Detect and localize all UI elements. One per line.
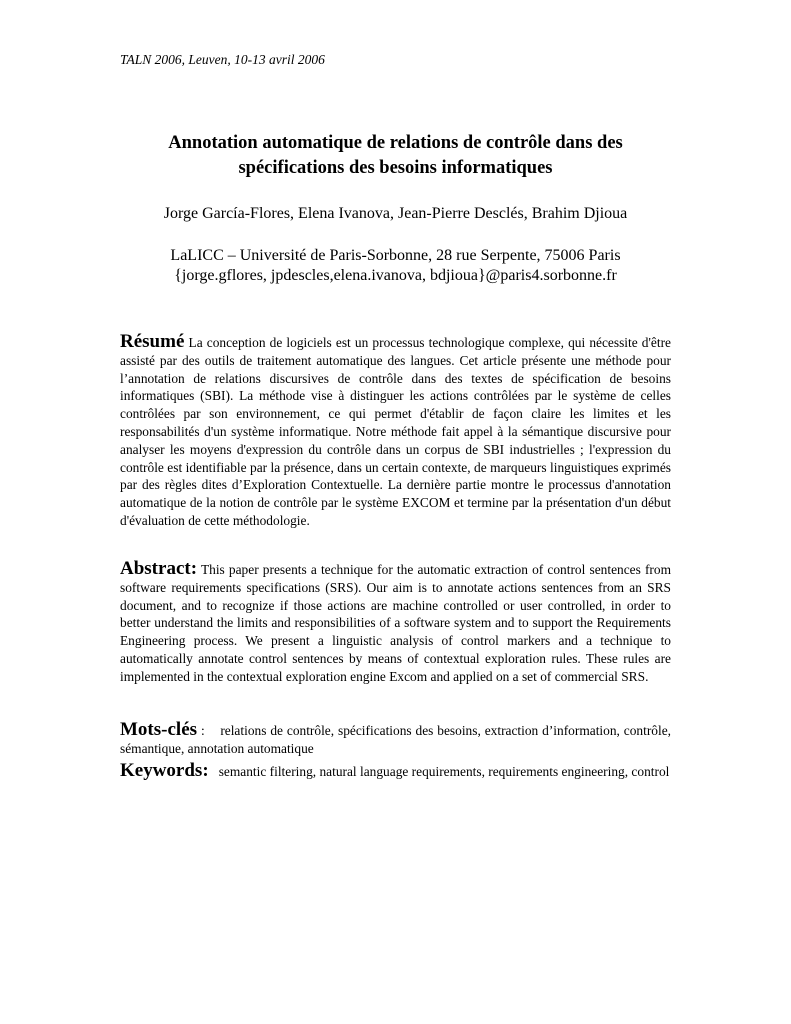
- motscles-label: Mots-clés: [120, 719, 198, 740]
- conference-header: TALN 2006, Leuven, 10-13 avril 2006: [120, 52, 325, 67]
- resume-text: La conception de logiciels est un processus technologique complexe, qui nécessite d'être assisté par des outils de traitement automatique des langues. Cet article présente une méthode pour l’annotation de relations discursives de contrôle dans des textes de spécification de besoins informatiques (SBI). La méthode vise à distinguer les actions contrôlées par le système de celles contrôlées par son environnement, ce qui permet d'établir de façon claire les limites et les responsabilités d'un système informatique. Notre méthode fait appel à la sémantique discursive pour analyser les moyens d'expression du contrôle dans un corpus de SBI industrielles ; l'expression du contrôle est identifiable par la présence, dans un certain contexte, de marqueurs linguistiques exprimés par des règles dites d’Exploration Contextuelle. La dernière partie montre le processus d'annotation automatique de la notion de contrôle par le système EXCOM et termine par la présentation d'un début d'évaluation de cette méthodologie.: [120, 335, 671, 528]
- keywords-section: [120, 762, 671, 781]
- affiliation-address: LaLICC – Université de Paris-Sorbonne, 28 rue Serpente, 75006 Paris: [170, 247, 621, 264]
- paper-title-line-1: Annotation automatique de relations de contrôle dans des: [168, 133, 623, 153]
- author-list: Jorge García-Flores, Elena Ivanova, Jean-Pierre Desclés, Brahim Djioua: [163, 205, 628, 222]
- keywords-text: semantic filtering, natural language requirements, requirements engineering, control: [218, 764, 670, 779]
- motscles-text: relations de contrôle, spécifications des besoins, extraction d’information, contrôle, sémantique, annotation automatique: [120, 723, 672, 756]
- affiliation-block: [120, 246, 671, 286]
- paper-title-line-2: spécifications des besoins informatiques: [238, 158, 553, 178]
- abstract-text: This paper presents a technique for the automatic extraction of control sentences from software requirements specifications (SRS). Our aim is to annotate actions sentences from an SRS document, and to recognize if those actions are machine controlled or user controlled, in order to better understand the limits and responsibilities of a software system and to support the Requirements Engineering process. We present a linguistic analysis of control markers and a technique to automatically annotate control sentences by means of contextual exploration rules. These rules are implemented in the contextual exploration engine Excom and applied on a set of commercial SRS.: [120, 562, 671, 684]
- motscles-section: [120, 721, 671, 758]
- resume-label: Résumé: [120, 331, 185, 352]
- keywords-label: Keywords:: [120, 760, 209, 781]
- motscles-separator: :: [197, 723, 205, 738]
- abstract-section: [120, 560, 671, 686]
- paper-title: [120, 131, 671, 181]
- affiliation-emails: {jorge.gflores, jpdescles,elena.ivanova, bdjioua}@paris4.sorbonne.fr: [174, 267, 617, 284]
- abstract-label: Abstract:: [120, 558, 198, 579]
- resume-section: [120, 333, 671, 530]
